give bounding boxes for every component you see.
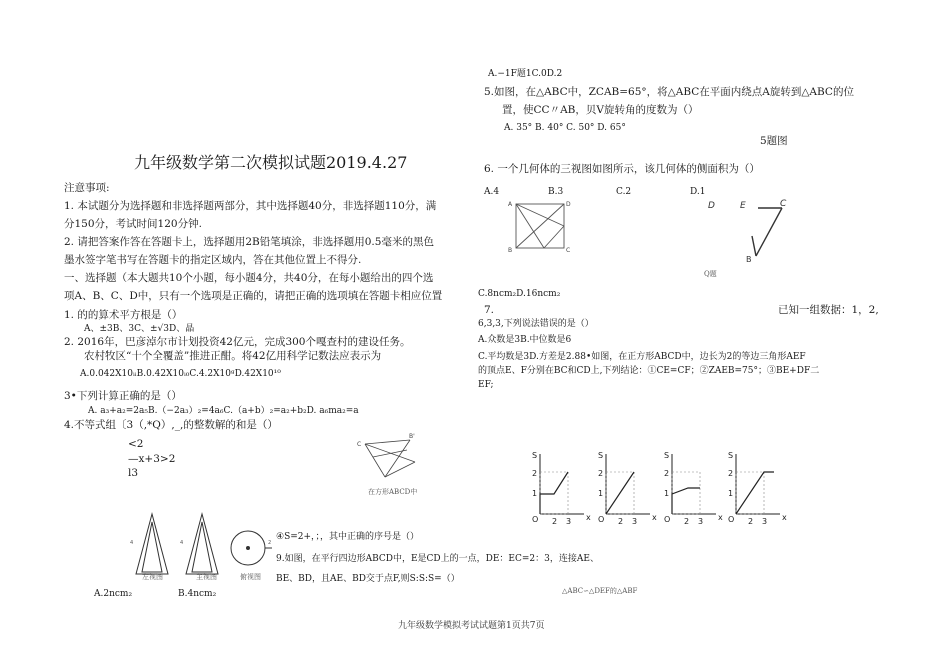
svg-text:D: D: [708, 201, 715, 211]
question-7: 已知一组数据：1，2,: [778, 304, 879, 316]
question-4-line-1: <2: [128, 438, 144, 450]
notice-item-2-cont: 墨水签字笔书写在答题卡的指定区域内，答在其他位置上不得分.: [64, 254, 362, 266]
graph-line: [606, 472, 634, 514]
question-7-options-cd: C.平均数是3D.方差是2.88•如图，在正方形ABCD中，边长为2的等边三角形AEF: [478, 352, 806, 362]
q6-option-c-right: C.2: [616, 187, 632, 197]
left-view-label: 左视图: [142, 573, 163, 581]
question-9: 9.如图，在平行四边形ABCD中，E是CD上的一点，DE：EC=2：3，连接AE、: [276, 554, 599, 564]
section-heading: 一、选择题（本大题共10个小题，每小题4分，共40分，在每小题给出的四个选: [64, 272, 434, 284]
svg-text:C: C: [357, 441, 362, 448]
main-view-label: 主视图: [196, 573, 217, 581]
s-axis-label: S: [532, 451, 538, 460]
x-axis-label: x: [586, 513, 591, 522]
question-7-data: 6,3,3,下列说法错误的是（）: [478, 319, 594, 329]
origin-label: O: [728, 515, 735, 524]
q5-figure-label: 5题图: [760, 135, 788, 147]
origin-label: O: [532, 515, 539, 524]
x-axis-label: x: [718, 513, 723, 522]
question-7-options-ab: A.众数是3B.中位数是6: [478, 335, 572, 345]
square-caption: 在方形ABCD中: [368, 488, 418, 496]
svg-text:B: B: [746, 255, 752, 264]
def-figure: [700, 196, 790, 266]
svg-text:C: C: [780, 199, 787, 209]
question-2-cont: 农村牧区“十个全覆盖”推进正酣。将42亿用科学记数法应表示为: [84, 350, 382, 362]
q6-option-a-right: A.4: [484, 187, 500, 197]
s-axis-label: S: [598, 451, 604, 460]
top-view-label: 俯视图: [240, 573, 261, 581]
graphs-caption: △ABC∽△DEF的△ABF: [562, 587, 638, 595]
tick-x-3: 3: [632, 517, 638, 526]
q6-option-a: A.2ncm₂: [94, 589, 133, 599]
question-5: 5.如图，在△ABC中，ZCAB=65°，将△ABC在平面内绕点A旋转到△ABC的位: [484, 86, 854, 98]
origin-label: O: [598, 515, 605, 524]
question-2: 2. 2016年，巴彦淖尔市计划投资42亿元，完成300个嘎查村的建设任务。: [64, 336, 411, 348]
svg-text:E: E: [740, 201, 746, 211]
svg-text:B': B': [409, 433, 415, 440]
tick-x-3: 3: [698, 517, 704, 526]
question-8: 的顶点E、F分别在BC和CD上,下列结论：①CE=CF；②ZAEB=75°；③BE+DF二: [478, 366, 820, 376]
question-8-cont: EF;: [478, 380, 494, 390]
notice-heading: 注意事项:: [64, 182, 110, 194]
tick-x-3: 3: [762, 517, 768, 526]
graph-line: [540, 472, 568, 514]
tick-2: 2: [532, 469, 538, 478]
question-6: 6. 一个几何体的三视图如图所示，该几何体的侧面积为（）: [484, 163, 760, 175]
graph-line: [672, 488, 700, 514]
tick-2: 2: [728, 469, 734, 478]
q6-option-d-right: D.1: [690, 187, 706, 197]
svg-text:2: 2: [268, 540, 272, 546]
page-title: 九年级数学第二次模拟试题2019.4.27: [134, 153, 408, 172]
svg-text:4: 4: [180, 540, 184, 546]
question-1: 1. 的的算术平方根是（）: [64, 309, 183, 321]
question-3: 3•下列计算正确的是（）: [64, 390, 182, 402]
tick-x-2: 2: [684, 517, 690, 526]
rotation-figure: [355, 432, 425, 492]
q6-option-b: B.4ncm₂: [178, 589, 217, 599]
s-axis-label: S: [664, 451, 670, 460]
question-9-cont: BE、BD，且AE、BD交于点F,则S:S:S=（）: [276, 574, 460, 584]
origin-label: O: [664, 515, 671, 524]
question-5-cont: 置，使CC〃AB，贝V旋转角的度数为（）: [502, 104, 699, 116]
notice-item-2: 2. 请把答案作答在答题卡上，选择题用2B铅笔填涂，非选择题用0.5毫米的黑色: [64, 236, 434, 248]
graph-4: [728, 451, 787, 526]
q6-figure-caption: Q题: [704, 270, 717, 278]
s-axis-label: S: [728, 451, 734, 460]
tick-2: 2: [598, 469, 604, 478]
question-4: 4.不等式组〔3（,*Q）,_,的整数解的和是（）: [64, 419, 278, 431]
notice-item-1: 1. 本试题分为选择题和非选择题两部分，其中选择题40分，非选择题110分，满: [64, 200, 437, 212]
tick-x-2: 2: [552, 517, 558, 526]
graph-2: [598, 451, 657, 526]
question-7-number: 7.: [484, 304, 495, 316]
q8-conclusion: ④S=2+，；，其中正确的序号是（）: [276, 532, 420, 542]
graph-line: [736, 472, 774, 514]
question-5-options: A. 35° B. 40° C. 50° D. 65°: [504, 123, 626, 133]
question-3-options: A. a₃+a₂=2a₅B.（−2a₃）₂=4a₆C.（a+b）₂=a₂+b₂D. a₆ma₂=a: [88, 406, 359, 416]
question-2-options: A.0.042X10ᵢᵢB.0.42X10ᵢ₀C.4.2X10ᵍD.42X10¹⁰: [80, 369, 281, 379]
square-figure: [506, 198, 572, 254]
svg-text:D: D: [566, 201, 571, 208]
q6-options-cd: C.8ncm₂D.16ncm₂: [478, 289, 561, 299]
tick-1: 1: [532, 489, 538, 498]
q4-options: A.−1F题1C.0D.2: [488, 69, 563, 79]
tick-x-2: 2: [618, 517, 624, 526]
graph-1: [532, 451, 591, 526]
question-4-line-3: l3: [128, 467, 139, 479]
svg-text:B: B: [508, 247, 513, 254]
x-axis-label: x: [652, 513, 657, 522]
graph-3: [664, 451, 723, 526]
tick-1: 1: [598, 489, 604, 498]
tick-1: 1: [664, 489, 670, 498]
function-graphs: [528, 448, 788, 538]
svg-text:4: 4: [130, 540, 134, 546]
question-1-options: A、±3B、3C、±√3D、晶: [84, 324, 195, 334]
question-4-line-2: —x+3>2: [128, 453, 176, 465]
section-heading-cont: 项A、B、C、D中，只有一个选项是正确的，请把正确的选项填在答题卡相应位置: [64, 290, 443, 302]
x-axis-label: x: [782, 513, 787, 522]
tick-1: 1: [728, 489, 734, 498]
q6-option-b-right: B.3: [548, 187, 564, 197]
tick-x-2: 2: [748, 517, 754, 526]
svg-text:A: A: [508, 201, 513, 208]
tick-2: 2: [664, 469, 670, 478]
svg-text:C: C: [566, 247, 571, 254]
page-footer: 九年级数学模拟考试试题第1页共7页: [398, 621, 545, 631]
notice-item-1-cont: 分150分，考试时间120分钟.: [64, 218, 202, 230]
tick-x-3: 3: [566, 517, 572, 526]
